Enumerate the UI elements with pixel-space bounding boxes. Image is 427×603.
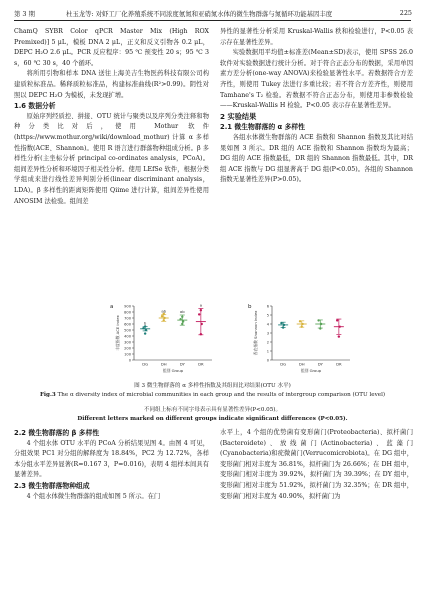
data-point xyxy=(200,309,202,311)
y-tick-label: 5 xyxy=(266,313,269,318)
x-axis-label: 组别 Group xyxy=(162,368,184,373)
data-point xyxy=(163,317,165,319)
paragraph: 实验数据用平均值±标准差(Mean±SD)表示，使用 SPSS 26.0 软件对实验数据进行统计分析。对于符合正态分布的数据，采用单因素方差分析(one-way ANOVA)来检验显著性水平。若数据符合方差齐性，则使用 Tukey 法进行多重比较；若不符合方差齐性，则使用 Tamhane's T₂ 检验。若数据不符合正态分布，则使用非参数检验——Kruskal-Wallis H 检验。P<0.05 表示存在显著性差异。 xyxy=(220,49,413,110)
y-tick-label: 100 xyxy=(124,352,131,357)
data-point xyxy=(280,322,282,324)
bottom-right-column xyxy=(220,428,413,502)
data-point xyxy=(338,335,340,337)
x-axis-label: 组别 Group xyxy=(300,368,322,373)
figure-note-en: Different letters marked on different groups indicate significant differences (P<0.05). xyxy=(77,416,348,422)
y-tick-label: 0 xyxy=(266,358,269,363)
section-heading: 2.1 微生物群落的 α 多样性 xyxy=(220,123,305,132)
y-tick-label: 0 xyxy=(128,358,131,363)
y-tick-label: 2 xyxy=(266,340,269,345)
y-axis-label: 丰度指数 ACE index xyxy=(115,315,120,351)
data-point xyxy=(142,327,144,329)
figure-caption-cn: 图 3 微生物群落的 α 多样性指数及其组间比对结果(OTU 水平) xyxy=(134,383,291,389)
significance-letter: ab xyxy=(161,308,167,314)
x-tick-label: DH xyxy=(298,361,305,367)
x-tick-label: DY xyxy=(317,361,323,367)
figure-caption-en xyxy=(14,391,411,400)
data-point xyxy=(319,327,321,329)
section-heading: 2.2 微生物群落的 β 多样性 xyxy=(14,429,100,437)
y-tick-label: 400 xyxy=(124,334,131,339)
y-tick-label: 300 xyxy=(124,340,131,345)
x-tick-label: DG xyxy=(142,361,149,367)
x-tick-label: DR xyxy=(336,361,342,367)
header-rule xyxy=(14,20,411,21)
data-point xyxy=(282,326,284,328)
data-point xyxy=(336,319,338,321)
y-tick-label: 200 xyxy=(124,346,131,351)
data-point xyxy=(200,323,202,325)
data-point xyxy=(179,318,181,320)
figure-label: Fig.3 xyxy=(39,392,56,398)
y-axis-label: 香农指数 Shannon index xyxy=(253,310,258,356)
figure-3 xyxy=(14,300,414,380)
page-number: 225 xyxy=(399,9,412,17)
y-tick-label: 500 xyxy=(124,328,131,333)
data-point xyxy=(182,320,184,322)
y-tick-label: 6 xyxy=(266,304,269,309)
issue-number: 第 3 期 xyxy=(14,10,35,18)
y-tick-label: 600 xyxy=(124,322,131,327)
figure-note-cn: 不同组上标有不同字母表示具有显著性差异(P<0.05)。 xyxy=(143,407,282,413)
section-heading: 1.6 数据分析 xyxy=(14,102,56,111)
y-tick-label: 3 xyxy=(266,331,269,336)
paragraph: ChamQ SYBR Color qPCR Master Mix (High ROX Premixed)] 5 μL，模板 DNA 2 μL，正义和反义引物各 0.2 μL，DEPC H₂O 2.6 μL。PCR 反应程序：95 ℃ 预变性 20 s；95 ℃ 3 s，60 ℃ 30 s，40 个循环。 xyxy=(14,28,209,67)
paragraph: 水平上，4 个组的优势菌有变形菌门(Proteobacteria)、拟杆菌门(Bacteroidete)、放线菌门(Actinobacteria)、蓝藻门(Cyanobacteria)和疣微菌门(Verrucomicrobiota)。在 DG 组中，变形菌门相对丰度为 36.81%，拟杆菌门为 26.66%；在 DH 组中，变形菌门相对丰度为 39.92%，拟杆菌门为 39.39%；在 DY 组中，变形菌门相对丰度为 51.92%，拟杆菌门为 32.35%；在 DR 组中，变形菌门相对丰度为 40.90%，拟杆菌门为 xyxy=(220,429,413,500)
data-point xyxy=(301,323,303,325)
y-tick-label: 700 xyxy=(124,316,131,321)
data-point xyxy=(181,316,183,318)
figure-caption-en-text: The α diversity index of microbial communities in each group and the results of intergroup comparison (OTU level) xyxy=(57,392,386,398)
x-tick-label: DG xyxy=(280,361,287,367)
data-point xyxy=(161,315,163,317)
y-tick-label: 800 xyxy=(124,310,131,315)
significance-letter: a xyxy=(199,302,203,308)
panel-b-shannon xyxy=(248,304,350,373)
y-tick-label: 900 xyxy=(124,304,131,309)
paragraph: 4 个组水体 OTU 水平的 PCoA 分析结果见图 4。由图 4 可见，分组效果 PC1 对分组的解释度为 18.84%，PC2 为 12.72%，各样本分组水平差异显著(R=0.167 3，P=0.016)，表明 4 组样本间具有显著差异。 xyxy=(14,439,209,479)
paragraph: 异性的显著性分析采用 Kruskal-Wallis 秩和检验进行，P<0.05 表示存在显著性差异。 xyxy=(220,28,413,46)
section-heading: 2 实验结果 xyxy=(220,111,257,121)
left-column xyxy=(14,27,209,207)
panel-label: a xyxy=(110,304,114,310)
data-point xyxy=(145,329,147,331)
right-column xyxy=(220,27,413,186)
data-point xyxy=(317,319,319,321)
data-point xyxy=(299,320,301,322)
data-point xyxy=(301,326,303,328)
x-tick-label: DR xyxy=(198,361,204,367)
paragraph: 原始序列经质控、拼接、OTU 统计与聚类以及序列分类注释和物种分类比对后，使用 Mothur 软件 (https://www.mothur.org/wiki/download_mothur) 计算 α 多样性指数(ACE、Shannon)。使用 R 语言进行群落物种组成分析。β 多样性分析(主坐标分析 principal co-ordinates analysis，PCoA)。组间差异性分析和环境因子相关性分析。使用 LEfSe 软件，根据分类学组成来进行线性差异判别分析(linear discriminant analysis，LDA)。β 多样性的距离矩阵使用 Qiime 进行计算，组间差异性使用 ANOSIM 法检验。组间差 xyxy=(14,112,209,205)
paragraph: 4 个组水体微生物群落的组成如图 5 所示。在门 xyxy=(26,492,161,500)
x-tick-label: DH xyxy=(160,361,167,367)
data-point xyxy=(198,313,200,315)
y-tick-label: 4 xyxy=(266,322,269,327)
data-point xyxy=(338,326,340,328)
data-point xyxy=(144,332,146,334)
significance-letter: b xyxy=(143,320,147,326)
data-point xyxy=(320,323,322,325)
y-tick-label: 1 xyxy=(266,349,269,354)
x-tick-label: DY xyxy=(179,361,185,367)
paragraph: 各组水体微生物群落的 ACE 指数和 Shannon 指数及其比对结果如图 3 所示。DR 组的 ACE 指数和 Shannon 指数均为最高；DG 组的 ACE 指数最低，DR 组的 Shannon 指数最低。其中，DR 组 ACE 指数与 DG 组显著高于 DG 组(P<0.05)。各组的 Shannon 指数无显著性差异(P>0.05)。 xyxy=(220,133,413,184)
data-point xyxy=(283,324,285,326)
panel-label: b xyxy=(248,304,252,310)
data-point xyxy=(181,323,183,325)
panel-a-ace xyxy=(110,302,212,373)
data-point xyxy=(163,319,165,321)
paragraph: 将所用引物和样本 DNA 送往上海美吉生物医药科技有限公司构建质粒标准品。稀释质粒标准品，构建标准曲线(R²>0.99)。阴性对照以 DEPC H₂O 为模板，未发现扩增。 xyxy=(14,70,209,99)
data-point xyxy=(200,333,202,335)
significance-letter: ab xyxy=(179,309,185,314)
running-title: 杜玉龙等: 对虾工厂化养殖系统不同浓度氨氮和亚硝氮水体的微生物群落与氮循环功能基因丰度 xyxy=(66,10,333,18)
section-heading: 2.3 微生物群落物种组成 xyxy=(14,481,90,490)
bottom-left-column xyxy=(14,428,209,502)
